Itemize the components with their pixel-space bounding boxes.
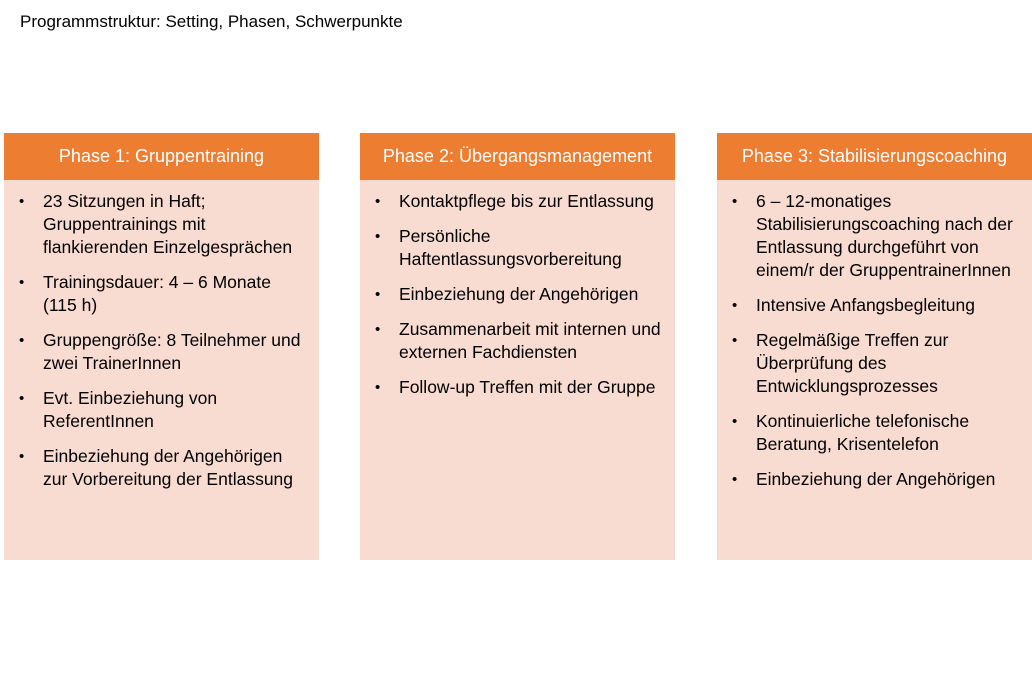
list-item-text: Einbeziehung der Angehörigen [399,284,639,304]
list-item [729,294,1020,317]
phase-2-header: Phase 2: Übergangsmanagement [360,133,675,180]
list-item [729,410,1020,456]
list-item-text: Kontaktpflege bis zur Entlassung [399,191,654,211]
list-item [16,190,307,259]
list-item-text: Trainingsdauer: 4 – 6 Monate (115 h) [43,272,271,315]
list-item [16,387,307,433]
list-item [729,190,1020,282]
bullet-icon: • [19,332,25,349]
phase-1-list [4,180,319,491]
list-item-text: 23 Sitzungen in Haft; Gruppentrainings mit flankierenden Einzelgesprächen [43,191,293,257]
list-item-text: Regelmäßige Treffen zur Überprüfung des Entwicklungsprozesses [756,330,949,396]
bullet-icon: • [19,193,25,210]
list-item [16,271,307,317]
bullet-icon: • [375,286,381,303]
bullet-icon: • [375,193,381,210]
bullet-icon: • [732,471,738,488]
phase-3-header: Phase 3: Stabilisierungscoaching [717,133,1032,180]
list-item [372,318,663,364]
phase-3-list [717,180,1032,491]
bullet-icon: • [375,228,381,245]
bullet-icon: • [375,321,381,338]
list-item-text: Kontinuierliche telefonische Beratung, Krisentelefon [756,411,970,454]
list-item [16,445,307,491]
bullet-icon: • [19,274,25,291]
bullet-icon: • [19,390,25,407]
list-item-text: Einbeziehung der Angehörigen zur Vorbereitung der Entlassung [43,446,294,489]
list-item-text: Zusammenarbeit mit internen und externen Fachdiensten [399,319,661,362]
list-item [729,468,1020,491]
phase-3-box [717,133,1032,560]
list-item [372,283,663,306]
list-item [372,225,663,271]
list-item-text: Follow-up Treffen mit der Gruppe [399,377,656,397]
list-item-text: Evt. Einbeziehung von ReferentInnen [43,388,218,431]
phase-1-box [4,133,319,560]
bullet-icon: • [732,297,738,314]
list-item-text: 6 – 12-monatiges Stabilisierungscoaching nach der Entlassung durchgeführt von einem/r der GruppentrainerInnen [756,191,1013,280]
phase-2-list [360,180,675,399]
list-item [16,329,307,375]
bullet-icon: • [19,448,25,465]
list-item [729,329,1020,398]
list-item-text: Intensive Anfangsbegleitung [756,295,975,315]
phase-1-header: Phase 1: Gruppentraining [4,133,319,180]
page-title: Programmstruktur: Setting, Phasen, Schwerpunkte [20,12,403,31]
bullet-icon: • [375,379,381,396]
list-item [372,376,663,399]
bullet-icon: • [732,193,738,210]
phase-2-box [360,133,675,560]
list-item-text: Einbeziehung der Angehörigen [756,469,996,489]
list-item-text: Persönliche Haftentlassungsvorbereitung [399,226,622,269]
bullet-icon: • [732,413,738,430]
list-item-text: Gruppengröße: 8 Teilnehmer und zwei TrainerInnen [43,330,301,373]
bullet-icon: • [732,332,738,349]
list-item [372,190,663,213]
